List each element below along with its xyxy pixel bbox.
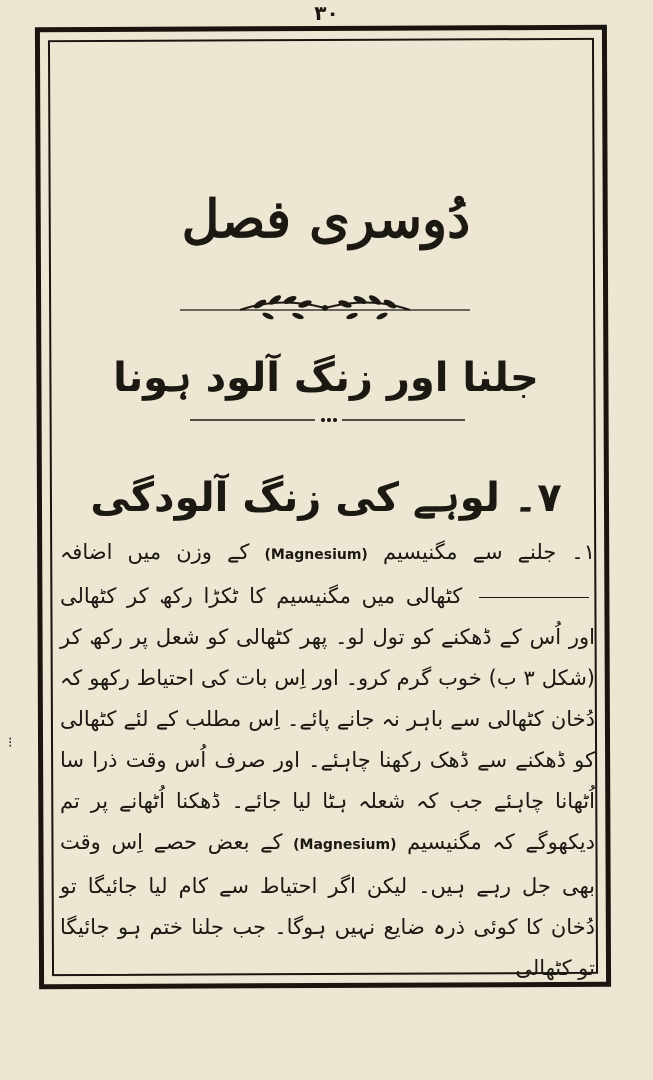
chapter-heading: دُوسری فصل <box>181 189 471 250</box>
paragraph-body-1: کٹھالی میں مگنیسیم کا ٹکڑا رکھ کر کٹھالی اور اُس کے ڈھکنے کو تول لو۔ پھر کٹھالی کو شعل پر رکھ کر (شکل ۳ ب) خوب گرم کرو۔ اور اِس بات کی احتیاط رکھو کہ دُخان کٹھالی سے باہر نہ جانے پائے۔ اِس مطلب کے لئے کٹھالی کو ڈھکنے سے ڈھک رکھنا چاہئے۔ اور صرف اُس وقت ذرا سا اُٹھانا چاہئے جب کہ شعلہ ہٹا لیا جائے۔ ڈھکنا اُٹھانے پر تم دیکھوگے کہ مگنیسیم <box>60 584 595 854</box>
page-content <box>60 40 595 980</box>
blank-line <box>479 597 589 598</box>
body-text <box>60 532 595 989</box>
section-heading: جلنا اور زنگ آلود ہونا <box>113 355 539 401</box>
page-number: ٣٠ <box>314 1 339 25</box>
paragraph <box>60 532 595 989</box>
paragraph-lead: ۱۔ جلنے سے مگنیسیم <box>382 540 595 564</box>
margin-mark: ⁝ <box>8 735 13 751</box>
subsection-heading: ۷۔ لوہے کی زنگ آلودگی <box>90 475 562 521</box>
latin-term: (Magnesium) <box>293 837 397 853</box>
latin-term: (Magnesium) <box>264 547 368 563</box>
paragraph-body-2: کے بعض حصے اِس وقت بھی جل رہے ہیں۔ لیکن اگر احتیاط سے کام لیا جائیگا تو دُخان کا کوئی ذرہ ضایع نہیں ہوگا۔ جب جلنا ختم ہو جائیگا تو کٹھالی <box>60 830 595 980</box>
paragraph-lead-tail: کے وزن میں اضافہ <box>60 540 250 564</box>
dotted-divider <box>190 414 465 426</box>
floral-ornament <box>180 288 470 328</box>
